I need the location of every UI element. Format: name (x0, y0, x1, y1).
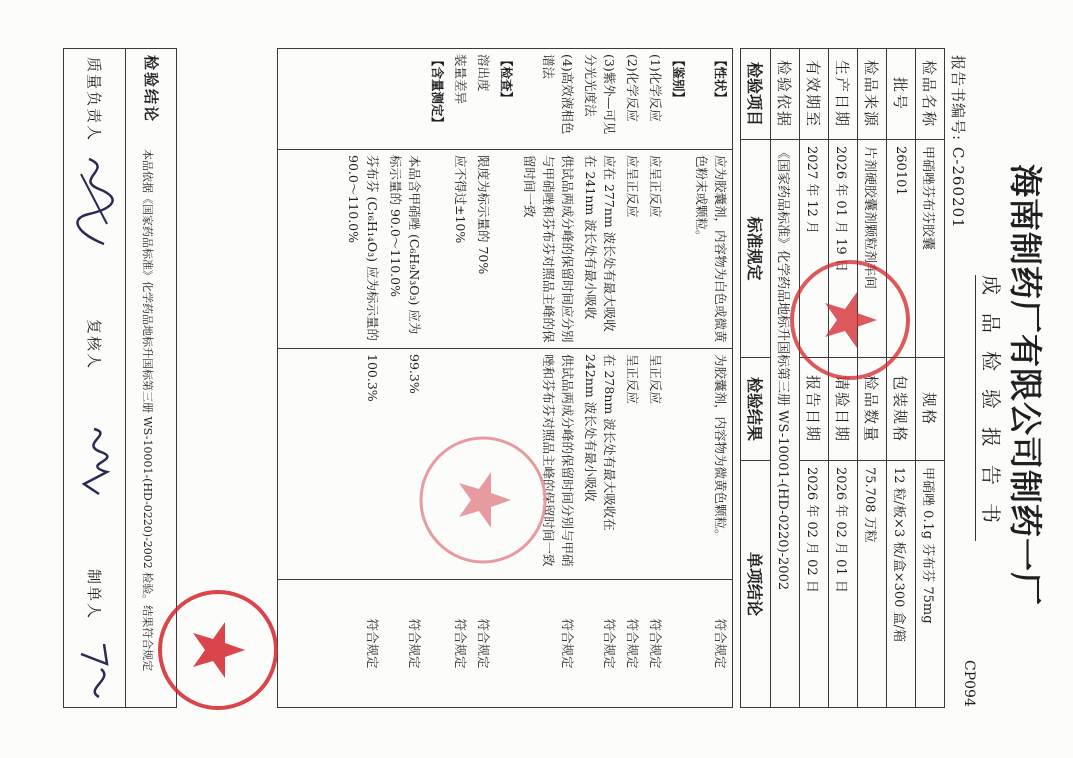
company-seal-icon (785, 255, 915, 385)
reviewer-signature-icon (71, 424, 119, 499)
ident-4-result: 供试品两成分峰的保留时间分别与甲硝唑和芬布芬对照品主峰的保留时间一致 (518, 349, 579, 580)
assay-section: 【含量测定】 (426, 49, 449, 150)
header-conclusion: 单项结论 (741, 461, 771, 708)
quantity-label: 检品数量 (858, 358, 887, 461)
weight-variation-conclusion: 符合规定 (449, 580, 472, 708)
quantity-value: 75.708 万粒 (858, 461, 887, 708)
assay-2-result: 100.3% (342, 349, 384, 580)
ident-3-result: 在 278nm 波长处有最大吸收在 242nm 波长处有最小吸收 (579, 349, 621, 580)
package-label: 包装规格 (887, 358, 916, 461)
production-date-label: 生产日期 (829, 49, 858, 140)
ident-3-standard: 应在 277nm 波长处有最大吸收在 241nm 波长处有最小吸收 (579, 150, 621, 349)
ident-3-item: (3)紫外—可见分光光度法 (579, 49, 621, 150)
check-section: 【检查】 (495, 49, 518, 150)
ident-1-conclusion: 符合规定 (644, 580, 667, 708)
header-result: 检验结果 (741, 358, 771, 461)
spec-value: 甲硝唑 0.1g 芬布芬 75mg (916, 461, 945, 708)
ident-2-standard: 应呈正反应 (621, 150, 644, 349)
request-date-value: 2026 年 02 月 01 日 (829, 461, 858, 708)
ident-4-conclusion: 符合规定 (518, 580, 579, 708)
assay-2-conclusion: 符合规定 (342, 580, 384, 708)
ident-2-conclusion: 符合规定 (621, 580, 644, 708)
report-number-label: 报告书编号: (949, 55, 967, 142)
ident-3-conclusion: 符合规定 (579, 580, 621, 708)
batch-value: 260101 (887, 140, 916, 358)
ident-4-item: (4)高效液相色谱法 (518, 49, 579, 150)
appearance-section: 【性状】 (690, 49, 733, 150)
dissolution-item: 溶出度 (472, 49, 495, 150)
assay-1-result: 99.3% (384, 349, 426, 580)
appearance-standard: 应为胶囊剂，内容物为白色或微黄色粉末或颗粒。 (690, 150, 733, 349)
appearance-result: 为胶囊剂，内容物为微黄色颗粒。 (690, 349, 733, 580)
ident-1-result: 呈正反应 (644, 349, 667, 580)
report-subtitle: 成品检验报告书 (975, 275, 1007, 541)
cp-code: CP094 (961, 660, 977, 707)
identification-section: 【鉴别】 (667, 49, 690, 150)
source-label: 检品来源 (858, 49, 887, 140)
basis-value: 《国家药品标准》化学药品地标升国标第三册 WS-10001-(HD-0220)-2002 (771, 140, 800, 708)
header-item: 检验项目 (741, 49, 771, 140)
appearance-conclusion: 符合规定 (690, 580, 733, 708)
preparer-signature-icon (71, 639, 119, 704)
conclusion-text: 本品依据《国家药品标准》化学药品地标升国标第三册 WS-10001-(HD-0220)-2002 检验。结果符合规定 (141, 149, 154, 672)
weight-variation-item: 装量差异 (449, 49, 472, 150)
assay-1-standard: 本品含甲硝唑 (C₆H₉N₃O₃) 应为标示量的 90.0～110.0% (384, 150, 426, 349)
qa-seal-icon (153, 585, 283, 715)
weight-variation-standard: 应不得过±10% (449, 150, 472, 349)
inspection-seal-icon (413, 430, 553, 570)
assay-1-conclusion: 符合规定 (384, 580, 426, 708)
ident-1-standard: 应呈正反应 (644, 150, 667, 349)
ident-2-result: 呈正反应 (621, 349, 644, 580)
production-date-value: 2026 年 01 月 19 日 (829, 140, 858, 358)
source-value: 片剂硬胶囊剂颗粒剂车间 (858, 140, 887, 358)
ident-1-item: (1)化学反应 (644, 49, 667, 150)
dissolution-standard: 限度为标示量的 70% (472, 150, 495, 349)
preparer-label: 制单人 (85, 569, 103, 621)
report-date-label: 报告日期 (800, 358, 829, 461)
request-date-label: 请验日期 (829, 358, 858, 461)
reviewer-label: 复核人 (85, 319, 103, 371)
product-name-value: 甲硝唑芬布芬胶囊 (916, 140, 945, 358)
basis-label: 检验依据 (771, 49, 800, 140)
batch-label: 批号 (887, 49, 916, 140)
header-standard: 标准规定 (741, 140, 771, 358)
qa-manager-label: 质量负责人 (85, 57, 103, 143)
report-date-value: 2026 年 02 月 02 日 (800, 461, 829, 708)
conclusion-label: 检验结论 (142, 55, 160, 124)
test-results-table (277, 48, 733, 708)
signature-row (63, 48, 125, 708)
product-name-label: 检品名称 (916, 49, 945, 140)
spec-label: 规格 (916, 358, 945, 461)
package-value: 12 粒/板×3 板/盒×300 盒/箱 (887, 461, 916, 708)
dissolution-conclusion: 符合规定 (472, 580, 495, 708)
assay-2-standard: 芬布芬 (C₁₆H₁₄O₃) 应为标示量的 90.0～110.0% (342, 150, 384, 349)
qa-signature-icon (71, 154, 119, 249)
report-number (948, 55, 969, 229)
expiry-label: 有效期至 (800, 49, 829, 140)
expiry-value: 2027 年 12 月 (800, 140, 829, 358)
ident-4-standard: 供试品两成分峰的保留时间应分别与甲硝唑和芬布芬对照品主峰的保留时间一致 (518, 150, 579, 349)
report-number-value: C-260201 (949, 146, 967, 229)
ident-2-item: (2)化学反应 (621, 49, 644, 150)
company-title: 海南制药厂有限公司制药一厂 (1006, 164, 1045, 606)
